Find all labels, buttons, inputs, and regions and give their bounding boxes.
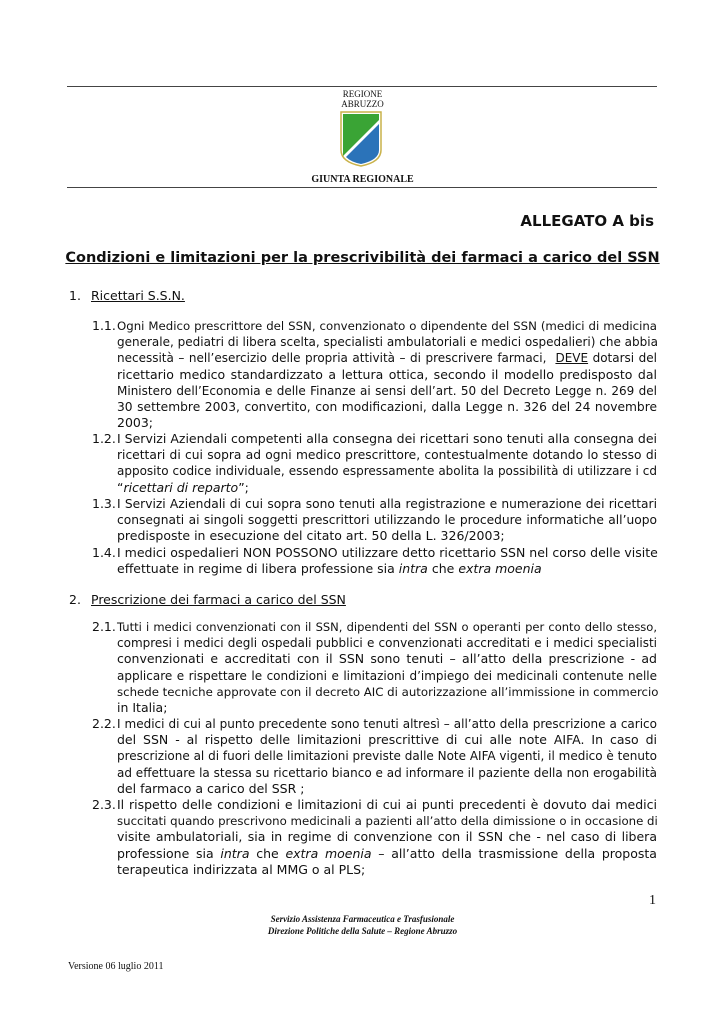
item-2-1 bbox=[92, 619, 657, 716]
item-text-line: convenzionati e accreditati con il SSN sono tenuti – all’atto della prescrizione - ad bbox=[117, 651, 657, 667]
item-text-line: in Italia; bbox=[117, 700, 168, 716]
item-text-line: schede tecniche approvate con il decreto AIC di autorizzazione all’immissione in commercio bbox=[117, 684, 659, 699]
text-span: necessità – nell’esercizio delle propria attività – di prescrivere farmaci, bbox=[117, 351, 547, 366]
text-span-italic: intra bbox=[220, 845, 250, 861]
section-number: 2. bbox=[69, 592, 81, 607]
header-giunta-regionale: GIUNTA REGIONALE bbox=[311, 174, 414, 185]
item-number: 1.3. bbox=[92, 496, 116, 511]
item-text-line: generale, pediatri di libera scelta, specialisti ambulatoriali e medici ospedalieri) che abbia bbox=[117, 335, 658, 350]
header-region-line1: REGIONE bbox=[342, 89, 383, 99]
item-number: 1.2. bbox=[92, 431, 116, 446]
text-span: – all’atto della trasmissione della proposta bbox=[378, 845, 657, 861]
item-number: 2.1. bbox=[92, 619, 116, 634]
regione-abruzzo-logo bbox=[339, 110, 383, 168]
section-label: Ricettari S.S.N. bbox=[91, 288, 185, 303]
section-label: Prescrizione dei farmaci a carico del SSN bbox=[91, 592, 346, 607]
text-span-italic: extra moenia bbox=[458, 561, 542, 577]
item-text-line: Tutti i medici convenzionati con il SSN, dipendenti del SSN o operanti per conto dello stesso, bbox=[117, 620, 657, 634]
footer-line1: Servizio Assistenza Farmaceutica e Trasfusionale bbox=[270, 914, 455, 924]
item-text-line: consegnati ai singoli soggetti prescrittori utilizzando le procedure informatiche all’uopo bbox=[117, 513, 657, 528]
item-1-1 bbox=[92, 318, 657, 431]
text-span: “ bbox=[117, 479, 124, 495]
item-text-line: I medici di cui al punto precedente sono tenuti altresì – all’atto della prescrizione a carico bbox=[117, 717, 657, 731]
item-text-line: applicare e rispettare le condizioni e limitazioni d’impiego dei medicinali contenute nelle bbox=[117, 668, 657, 683]
text-span: che bbox=[431, 561, 455, 577]
item-number: 1.1. bbox=[92, 318, 116, 333]
text-span-italic: intra bbox=[398, 561, 428, 577]
text-span: che bbox=[256, 845, 279, 861]
item-text-line: prescrizione al di fuori delle limitazioni previste dalle Note AIFA vigenti, il medico è tenuto bbox=[117, 749, 657, 764]
item-text-line: del farmaco a carico del SSR ; bbox=[117, 780, 305, 796]
item-2-2 bbox=[92, 716, 657, 797]
item-text-line: I Servizi Aziendali competenti alla consegna dei ricettari sono tenuti alla consegna dei bbox=[117, 431, 657, 446]
item-text-line: 30 settembre 2003, convertito, con modificazioni, dalla Legge n. 326 del 24 novembre bbox=[117, 400, 657, 415]
text-span: dotarsi del bbox=[592, 351, 657, 366]
section-number: 1. bbox=[69, 288, 81, 303]
item-text-line bbox=[92, 561, 657, 577]
item-text-line: Ogni Medico prescrittore del SSN, convenzionato o dipendente del SSN (medici di medicina bbox=[117, 319, 657, 333]
item-text-line: Ministero dell’Economia e delle Finanze ai sensi dell’art. 50 del Decreto Legge n. 269 del bbox=[117, 383, 657, 398]
item-text-line: del SSN - al rispetto delle limitazioni prescrittive di cui alle note AIFA. In caso di bbox=[117, 732, 657, 748]
item-1-2 bbox=[92, 431, 657, 496]
item-number: 2.2. bbox=[92, 716, 116, 731]
item-text-line: succitati quando prescrivono medicinali a pazienti all’atto della dimissione o in occasione di bbox=[117, 814, 658, 829]
item-text-line: Il rispetto delle condizioni e limitazioni di cui ai punti precedenti è dovuto dai medici bbox=[117, 797, 657, 812]
item-text-line: 2003; bbox=[117, 415, 154, 431]
footer-line2: Direzione Politiche della Salute – Regione Abruzzo bbox=[267, 926, 458, 936]
item-1-4 bbox=[92, 545, 657, 577]
item-text-line: ricettari di cui sopra ad ogni medico prescrittore, contestualmente dotando lo stesso di bbox=[117, 448, 657, 463]
item-2-3 bbox=[92, 797, 657, 878]
version-label: Versione 06 luglio 2011 bbox=[68, 961, 164, 972]
item-text-line: predisposte in esecuzione del citato art. 50 della L. 326/2003; bbox=[117, 528, 505, 544]
item-text-line: ad effettuare la stessa su ricettario bianco e ad informare il paziente della non erogabilità bbox=[117, 765, 657, 780]
allegato-heading: ALLEGATO A bis bbox=[520, 212, 654, 230]
section-1-heading bbox=[69, 288, 185, 303]
text-span-italic: ricettari di reparto bbox=[123, 479, 239, 495]
item-text-line: I medici ospedalieri NON POSSONO utilizzare detto ricettario SSN nel corso delle visite bbox=[117, 545, 658, 560]
section-2-heading bbox=[69, 592, 346, 607]
item-text-line: terapeutica indirizzata al MMG o al PLS; bbox=[117, 861, 366, 877]
text-span-underlined: DEVE bbox=[555, 351, 589, 366]
item-text-line bbox=[92, 350, 657, 366]
item-text-line bbox=[92, 846, 657, 862]
item-text-line: compresi i medici degli ospedali pubblici e convenzionati accreditati e i medici specialisti bbox=[117, 636, 657, 651]
item-text-line: visite ambulatoriali, sia in regime di convenzione con il SSN che - nel caso di libera bbox=[117, 829, 657, 845]
item-number: 2.3. bbox=[92, 797, 116, 812]
item-text-line: ricettario medico standardizzato a lettura ottica, secondo il modello predisposto dal bbox=[117, 366, 657, 382]
item-number: 1.4. bbox=[92, 545, 116, 560]
page-number: 1 bbox=[649, 893, 656, 908]
text-span: professione sia bbox=[117, 845, 214, 861]
header-region-line2: ABRUZZO bbox=[341, 99, 384, 109]
item-text-line bbox=[92, 480, 657, 496]
header-top-rule bbox=[67, 86, 657, 87]
header-bottom-rule bbox=[67, 187, 657, 188]
text-span: ”; bbox=[238, 479, 249, 495]
item-text-line: apposito codice individuale, essendo espressamente abolita la possibilità di utilizzare i cd bbox=[117, 464, 657, 479]
item-1-3 bbox=[92, 496, 657, 545]
document-title: Condizioni e limitazioni per la prescrivibilità dei farmaci a carico del SSN bbox=[65, 250, 660, 266]
item-text-line: I Servizi Aziendali di cui sopra sono tenuti alla registrazione e numerazione dei ricettari bbox=[117, 497, 657, 511]
text-span: effettuate in regime di libera professione sia bbox=[117, 561, 395, 577]
text-span-italic: extra moenia bbox=[285, 845, 372, 861]
